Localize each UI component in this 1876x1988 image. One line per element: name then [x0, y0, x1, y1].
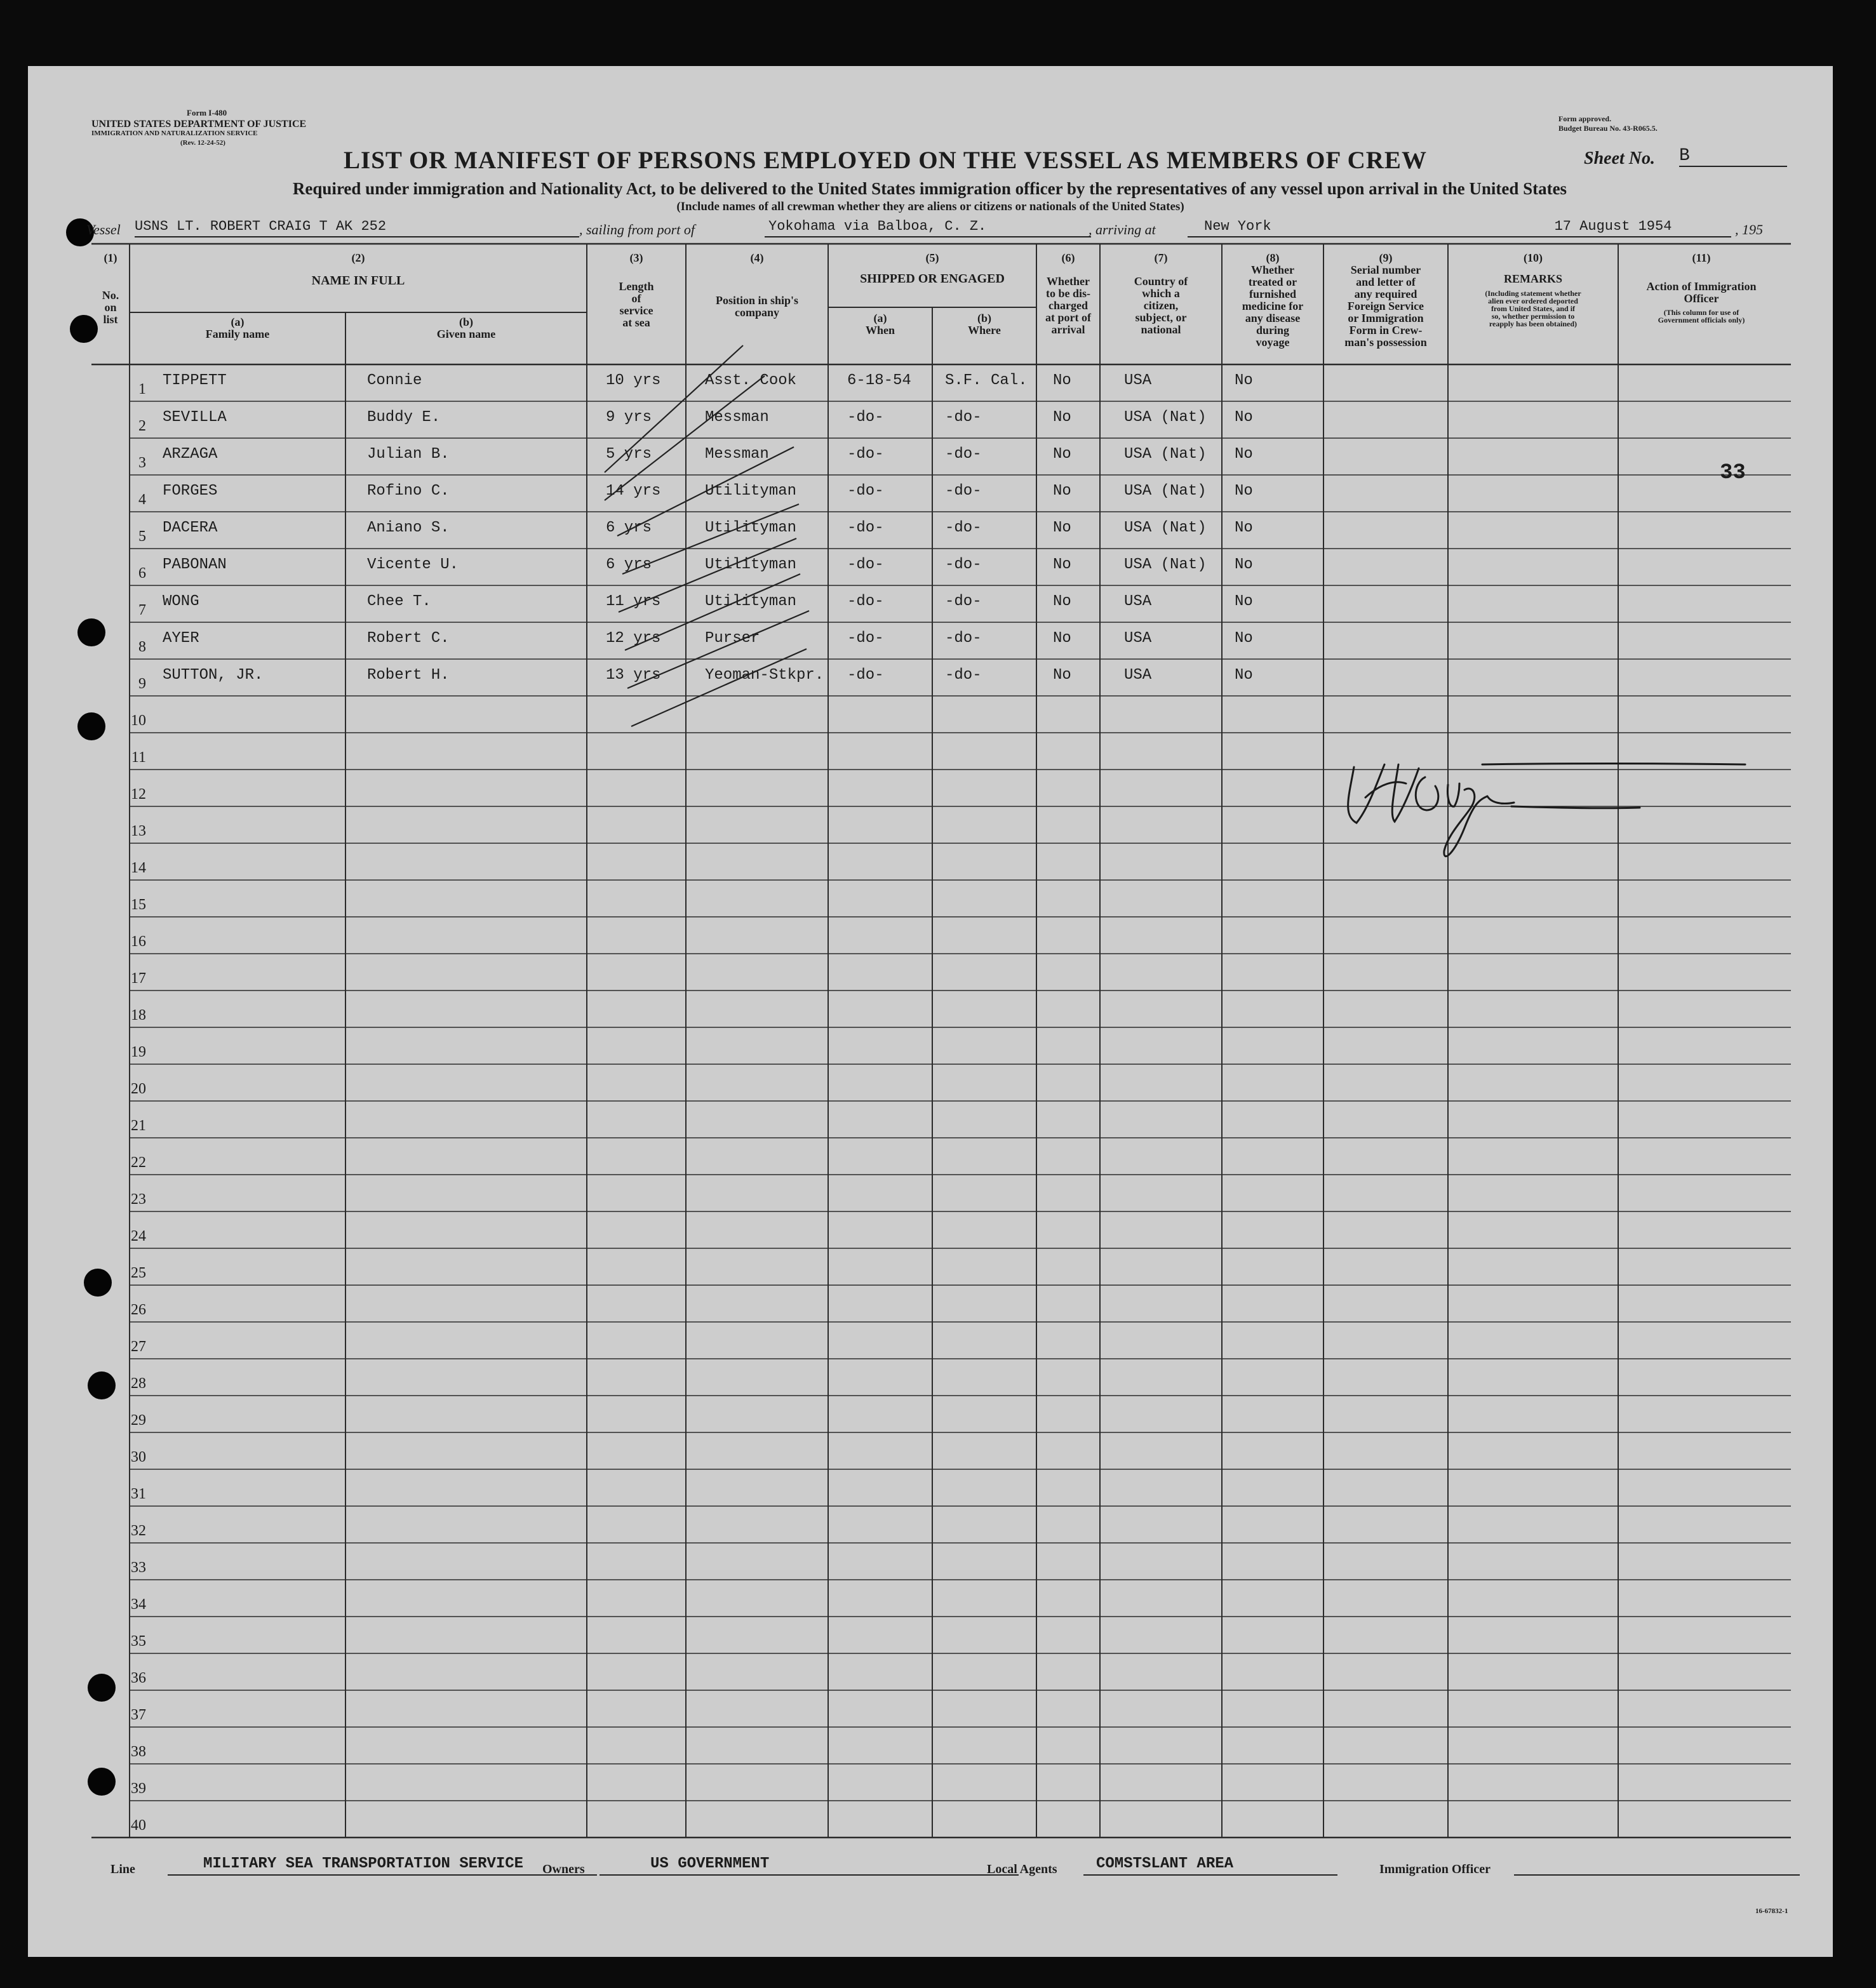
col9-label-line: Form in Crew-: [1349, 324, 1423, 337]
col10-note-line: (Including statement whether: [1485, 289, 1581, 298]
check-mark: [622, 504, 799, 574]
agency-service: IMMIGRATION AND NATURALIZATION SERVICE: [91, 130, 258, 137]
form-revision: (Rev. 12-24-52): [180, 139, 225, 147]
check-mark: [625, 574, 800, 650]
row-number: 14: [131, 860, 146, 876]
col3-label-line: of: [631, 292, 641, 305]
col6-label-line: at port of: [1045, 311, 1091, 324]
row-number: 15: [131, 897, 146, 913]
service-length-cell: 5 yrs: [606, 446, 652, 463]
discharged-cell: No: [1053, 372, 1071, 389]
col2-title: NAME IN FULL: [311, 274, 405, 288]
col1-label-line: list: [103, 313, 118, 326]
check-mark: [631, 649, 807, 726]
row-number: 35: [131, 1633, 146, 1650]
local-agents-label: Local Agents: [987, 1862, 1057, 1876]
check-mark: [619, 538, 796, 612]
col11-label-line: Officer: [1684, 292, 1719, 305]
col7-label-line: national: [1141, 323, 1181, 336]
family-name-cell: ARZAGA: [163, 446, 218, 463]
shipped-when-cell: -do-: [847, 630, 884, 647]
col8-label-line: during: [1256, 324, 1290, 337]
country-cell: USA: [1124, 593, 1152, 610]
given-name-cell: Aniano S.: [367, 519, 450, 537]
row-number: 25: [131, 1265, 146, 1281]
row-number: 8: [138, 639, 146, 655]
given-name-cell: Robert C.: [367, 630, 450, 647]
row-number: 6: [138, 565, 146, 582]
row-number: 22: [131, 1154, 146, 1171]
shipped-when-cell: -do-: [847, 446, 884, 463]
col10-note-line: from United States, and if: [1491, 304, 1576, 313]
col6-number: (6): [1061, 251, 1075, 264]
col6-label-line: Whether: [1047, 275, 1090, 288]
service-length-cell: 14 yrs: [606, 483, 661, 500]
given-name-cell: Robert H.: [367, 667, 450, 684]
line-field: MILITARY SEA TRANSPORTATION SERVICE: [168, 1855, 597, 1876]
country-cell: USA (Nat): [1124, 519, 1207, 537]
arrival-date-field: 17 August 1954: [1495, 218, 1731, 237]
col8-number: (8): [1266, 251, 1280, 264]
col9-label-line: man's possession: [1344, 336, 1427, 349]
form-number: Form I-480: [187, 108, 227, 117]
row-number: 30: [131, 1449, 146, 1465]
row-number: 9: [138, 676, 146, 692]
col9-label-line: any required: [1354, 288, 1417, 300]
row-number: 11: [131, 749, 146, 766]
owners-label: Owners: [542, 1862, 585, 1876]
shipped-where-cell: S.F. Cal.: [945, 372, 1028, 389]
row-number: 28: [131, 1375, 146, 1392]
country-cell: USA: [1124, 630, 1152, 647]
col11-note-line: Government officials only): [1658, 316, 1745, 324]
country-cell: USA: [1124, 667, 1152, 684]
discharged-cell: No: [1053, 556, 1071, 573]
col1-label-line: No.: [102, 289, 119, 302]
col10-number: (10): [1524, 251, 1543, 264]
col6-label-line: charged: [1049, 299, 1088, 312]
row-number: 16: [131, 933, 146, 950]
col7-number: (7): [1154, 251, 1168, 264]
col2b-label: Given name: [436, 328, 496, 340]
col4-label-line: company: [734, 306, 779, 319]
row-number: 29: [131, 1412, 146, 1429]
row-number: 26: [131, 1302, 146, 1318]
row-number: 7: [138, 602, 146, 618]
shipped-where-cell: -do-: [945, 593, 982, 610]
family-name-cell: TIPPETT: [163, 372, 227, 389]
col11-label-line: Action of Immigration: [1646, 280, 1757, 293]
immigration-officer-field: [1514, 1855, 1800, 1876]
line-label: Line: [111, 1862, 135, 1876]
sheet-number-value: B: [1679, 146, 1787, 167]
family-name-cell: DACERA: [163, 519, 218, 537]
arriving-label: , arriving at: [1089, 222, 1156, 237]
shipped-when-cell: -do-: [847, 556, 884, 573]
col7-label-line: which a: [1142, 287, 1180, 300]
position-cell: Utilityman: [705, 556, 797, 573]
row-number: 37: [131, 1707, 146, 1723]
page-title: LIST OR MANIFEST OF PERSONS EMPLOYED ON THE VESSEL AS MEMBERS OF CREW: [344, 147, 1427, 174]
row-number: 13: [131, 823, 146, 839]
shipped-when-cell: -do-: [847, 409, 884, 426]
col3-number: (3): [629, 251, 643, 264]
shipped-when-cell: 6-18-54: [847, 372, 911, 389]
treated-cell: No: [1235, 409, 1253, 426]
sailing-port-field: Yokohama via Balboa, C. Z.: [765, 218, 1091, 237]
subtitle: Required under immigration and Nationality Act, to be delivered to the United States immigration officer by the representatives of any vessel upon arrival in the United States: [292, 179, 1567, 198]
service-length-cell: 11 yrs: [606, 593, 661, 610]
col2-number: (2): [351, 251, 365, 264]
col6-label-line: to be dis-: [1045, 287, 1090, 300]
approval-note: Form approved.: [1558, 114, 1612, 123]
row-number: 23: [131, 1191, 146, 1208]
col6-label-line: arrival: [1051, 323, 1085, 336]
service-length-cell: 6 yrs: [606, 556, 652, 573]
family-name-cell: WONG: [163, 593, 199, 610]
shipped-when-cell: -do-: [847, 519, 884, 537]
shipped-when-cell: -do-: [847, 667, 884, 684]
row-number: 5: [138, 528, 146, 545]
check-marks: [28, 66, 1833, 1957]
service-length-cell: 9 yrs: [606, 409, 652, 426]
position-cell: Purser: [705, 630, 760, 647]
row-number: 10: [131, 712, 146, 729]
col9-number: (9): [1379, 251, 1393, 264]
col3-label-line: Length: [619, 280, 654, 293]
col7-label-line: citizen,: [1143, 299, 1179, 312]
row-number: 12: [131, 786, 146, 803]
row-number: 4: [138, 491, 146, 508]
col5a-letter: (a): [873, 312, 887, 324]
given-name-cell: Julian B.: [367, 446, 450, 463]
col8-label-line: furnished: [1249, 288, 1297, 300]
col10-note-line: so, whether permission to: [1491, 312, 1575, 321]
family-name-cell: PABONAN: [163, 556, 227, 573]
row-number: 34: [131, 1596, 146, 1613]
col7-label-line: Country of: [1134, 275, 1188, 288]
row-number: 31: [131, 1486, 146, 1502]
check-mark: [627, 611, 809, 688]
discharged-cell: No: [1053, 446, 1071, 463]
col8-label-line: medicine for: [1242, 300, 1304, 312]
position-cell: Messman: [705, 409, 769, 426]
shipped-where-cell: -do-: [945, 519, 982, 537]
family-name-cell: SEVILLA: [163, 409, 227, 426]
row-number: 21: [131, 1117, 146, 1134]
country-cell: USA (Nat): [1124, 556, 1207, 573]
discharged-cell: No: [1053, 483, 1071, 500]
treated-cell: No: [1235, 593, 1253, 610]
position-cell: Utilityman: [705, 483, 797, 500]
treated-cell: No: [1235, 483, 1253, 500]
service-length-cell: 12 yrs: [606, 630, 661, 647]
row-number: 24: [131, 1228, 146, 1244]
col2a-label: Family name: [205, 328, 270, 340]
col2a-letter: (a): [231, 316, 245, 328]
service-length-cell: 10 yrs: [606, 372, 661, 389]
row-number: 18: [131, 1007, 146, 1024]
treated-cell: No: [1235, 446, 1253, 463]
treated-cell: No: [1235, 630, 1253, 647]
treated-cell: No: [1235, 372, 1253, 389]
year-suffix: , 195: [1735, 222, 1763, 237]
position-cell: Yeoman-Stkpr.: [705, 667, 824, 684]
local-agents-field: COMSTSLANT AREA: [1083, 1855, 1337, 1876]
shipped-where-cell: -do-: [945, 446, 982, 463]
sailing-label: , sailing from port of: [579, 222, 695, 237]
immigration-officer-label: Immigration Officer: [1379, 1862, 1491, 1876]
service-length-cell: 13 yrs: [606, 667, 661, 684]
row-number: 19: [131, 1044, 146, 1060]
col4-label-line: Position in ship's: [715, 294, 799, 307]
row-number: 27: [131, 1338, 146, 1355]
treated-cell: No: [1235, 556, 1253, 573]
col1-number: (1): [104, 251, 117, 264]
col10-title: REMARKS: [1503, 272, 1562, 285]
shipped-where-cell: -do-: [945, 556, 982, 573]
row-number: 17: [131, 970, 146, 987]
given-name-cell: Chee T.: [367, 593, 431, 610]
col7-label-line: subject, or: [1135, 311, 1187, 324]
col11-number: (11): [1692, 251, 1711, 264]
service-length-cell: 6 yrs: [606, 519, 652, 537]
document-code: 16-67832-1: [1755, 1907, 1788, 1915]
col9-label-line: and letter of: [1356, 276, 1416, 288]
col8-label-line: any disease: [1245, 312, 1301, 324]
position-cell: Asst. Cook: [705, 372, 797, 389]
shipped-where-cell: -do-: [945, 409, 982, 426]
shipped-where-cell: -do-: [945, 483, 982, 500]
col8-label-line: treated or: [1248, 276, 1297, 288]
col10-note-line: reapply has been obtained): [1489, 319, 1578, 328]
check-mark: [617, 447, 797, 537]
country-cell: USA (Nat): [1124, 409, 1207, 426]
given-name-cell: Rofino C.: [367, 483, 450, 500]
row-number: 36: [131, 1670, 146, 1686]
vessel-field: USNS LT. ROBERT CRAIG T AK 252: [135, 218, 579, 237]
discharged-cell: No: [1053, 519, 1071, 537]
col8-label-line: Whether: [1251, 264, 1294, 276]
country-cell: USA (Nat): [1124, 446, 1207, 463]
col1-label-line: on: [104, 301, 117, 314]
shipped-where-cell: -do-: [945, 630, 982, 647]
agency-name: UNITED STATES DEPARTMENT OF JUSTICE: [91, 119, 307, 130]
col5-title: SHIPPED OR ENGAGED: [860, 272, 1005, 286]
col9-label-line: Serial number: [1350, 264, 1421, 276]
given-name-cell: Vicente U.: [367, 556, 459, 573]
discharged-cell: No: [1053, 409, 1071, 426]
position-cell: Utilityman: [705, 519, 797, 537]
owners-field: US GOVERNMENT: [600, 1855, 1019, 1876]
row-number: 20: [131, 1081, 146, 1097]
col3-label-line: at sea: [622, 316, 650, 329]
shipped-where-cell: -do-: [945, 667, 982, 684]
col4-number: (4): [750, 251, 764, 264]
col11-note-line: (This column for use of: [1663, 308, 1739, 317]
col5a-label: When: [865, 324, 895, 337]
row-number: 33: [131, 1559, 146, 1576]
col9-label-line: Foreign Service: [1347, 300, 1424, 312]
family-name-cell: SUTTON, JR.: [163, 667, 264, 684]
treated-cell: No: [1235, 667, 1253, 684]
discharged-cell: No: [1053, 593, 1071, 610]
shipped-when-cell: -do-: [847, 483, 884, 500]
col5b-label: Where: [968, 324, 1001, 337]
margin-annotation: 33: [1720, 461, 1746, 485]
include-note: (Include names of all crewman whether they are aliens or citizens or nationals of the United States): [676, 200, 1184, 213]
position-cell: Messman: [705, 446, 769, 463]
shipped-when-cell: -do-: [847, 593, 884, 610]
col9-label-line: or Immigration: [1348, 312, 1424, 324]
country-cell: USA (Nat): [1124, 483, 1207, 500]
col5b-letter: (b): [977, 312, 991, 324]
discharged-cell: No: [1053, 630, 1071, 647]
vessel-label: Vessel: [86, 222, 121, 237]
row-number: 38: [131, 1744, 146, 1760]
col3-label-line: service: [619, 304, 653, 317]
sheet-number-label: Sheet No.: [1584, 149, 1655, 168]
given-name-cell: Buddy E.: [367, 409, 441, 426]
officer-signature: [1323, 739, 1768, 879]
row-number: 1: [138, 381, 146, 397]
col5-number: (5): [925, 251, 939, 264]
family-name-cell: FORGES: [163, 483, 218, 500]
country-cell: USA: [1124, 372, 1152, 389]
row-number: 32: [131, 1523, 146, 1539]
family-name-cell: AYER: [163, 630, 199, 647]
discharged-cell: No: [1053, 667, 1071, 684]
arriving-port-field: New York: [1188, 218, 1508, 237]
given-name-cell: Connie: [367, 372, 422, 389]
row-number: 2: [138, 418, 146, 434]
check-mark: [605, 376, 765, 500]
treated-cell: No: [1235, 519, 1253, 537]
position-cell: Utilityman: [705, 593, 797, 610]
row-number: 39: [131, 1780, 146, 1797]
col2b-letter: (b): [459, 316, 473, 328]
row-number: 3: [138, 455, 146, 471]
row-number: 40: [131, 1817, 146, 1834]
col8-label-line: voyage: [1256, 336, 1290, 349]
col10-note-line: alien ever ordered deported: [1488, 297, 1578, 305]
manifest-sheet: [28, 66, 1833, 1957]
budget-bureau-number: Budget Bureau No. 43-R065.5.: [1558, 124, 1658, 133]
